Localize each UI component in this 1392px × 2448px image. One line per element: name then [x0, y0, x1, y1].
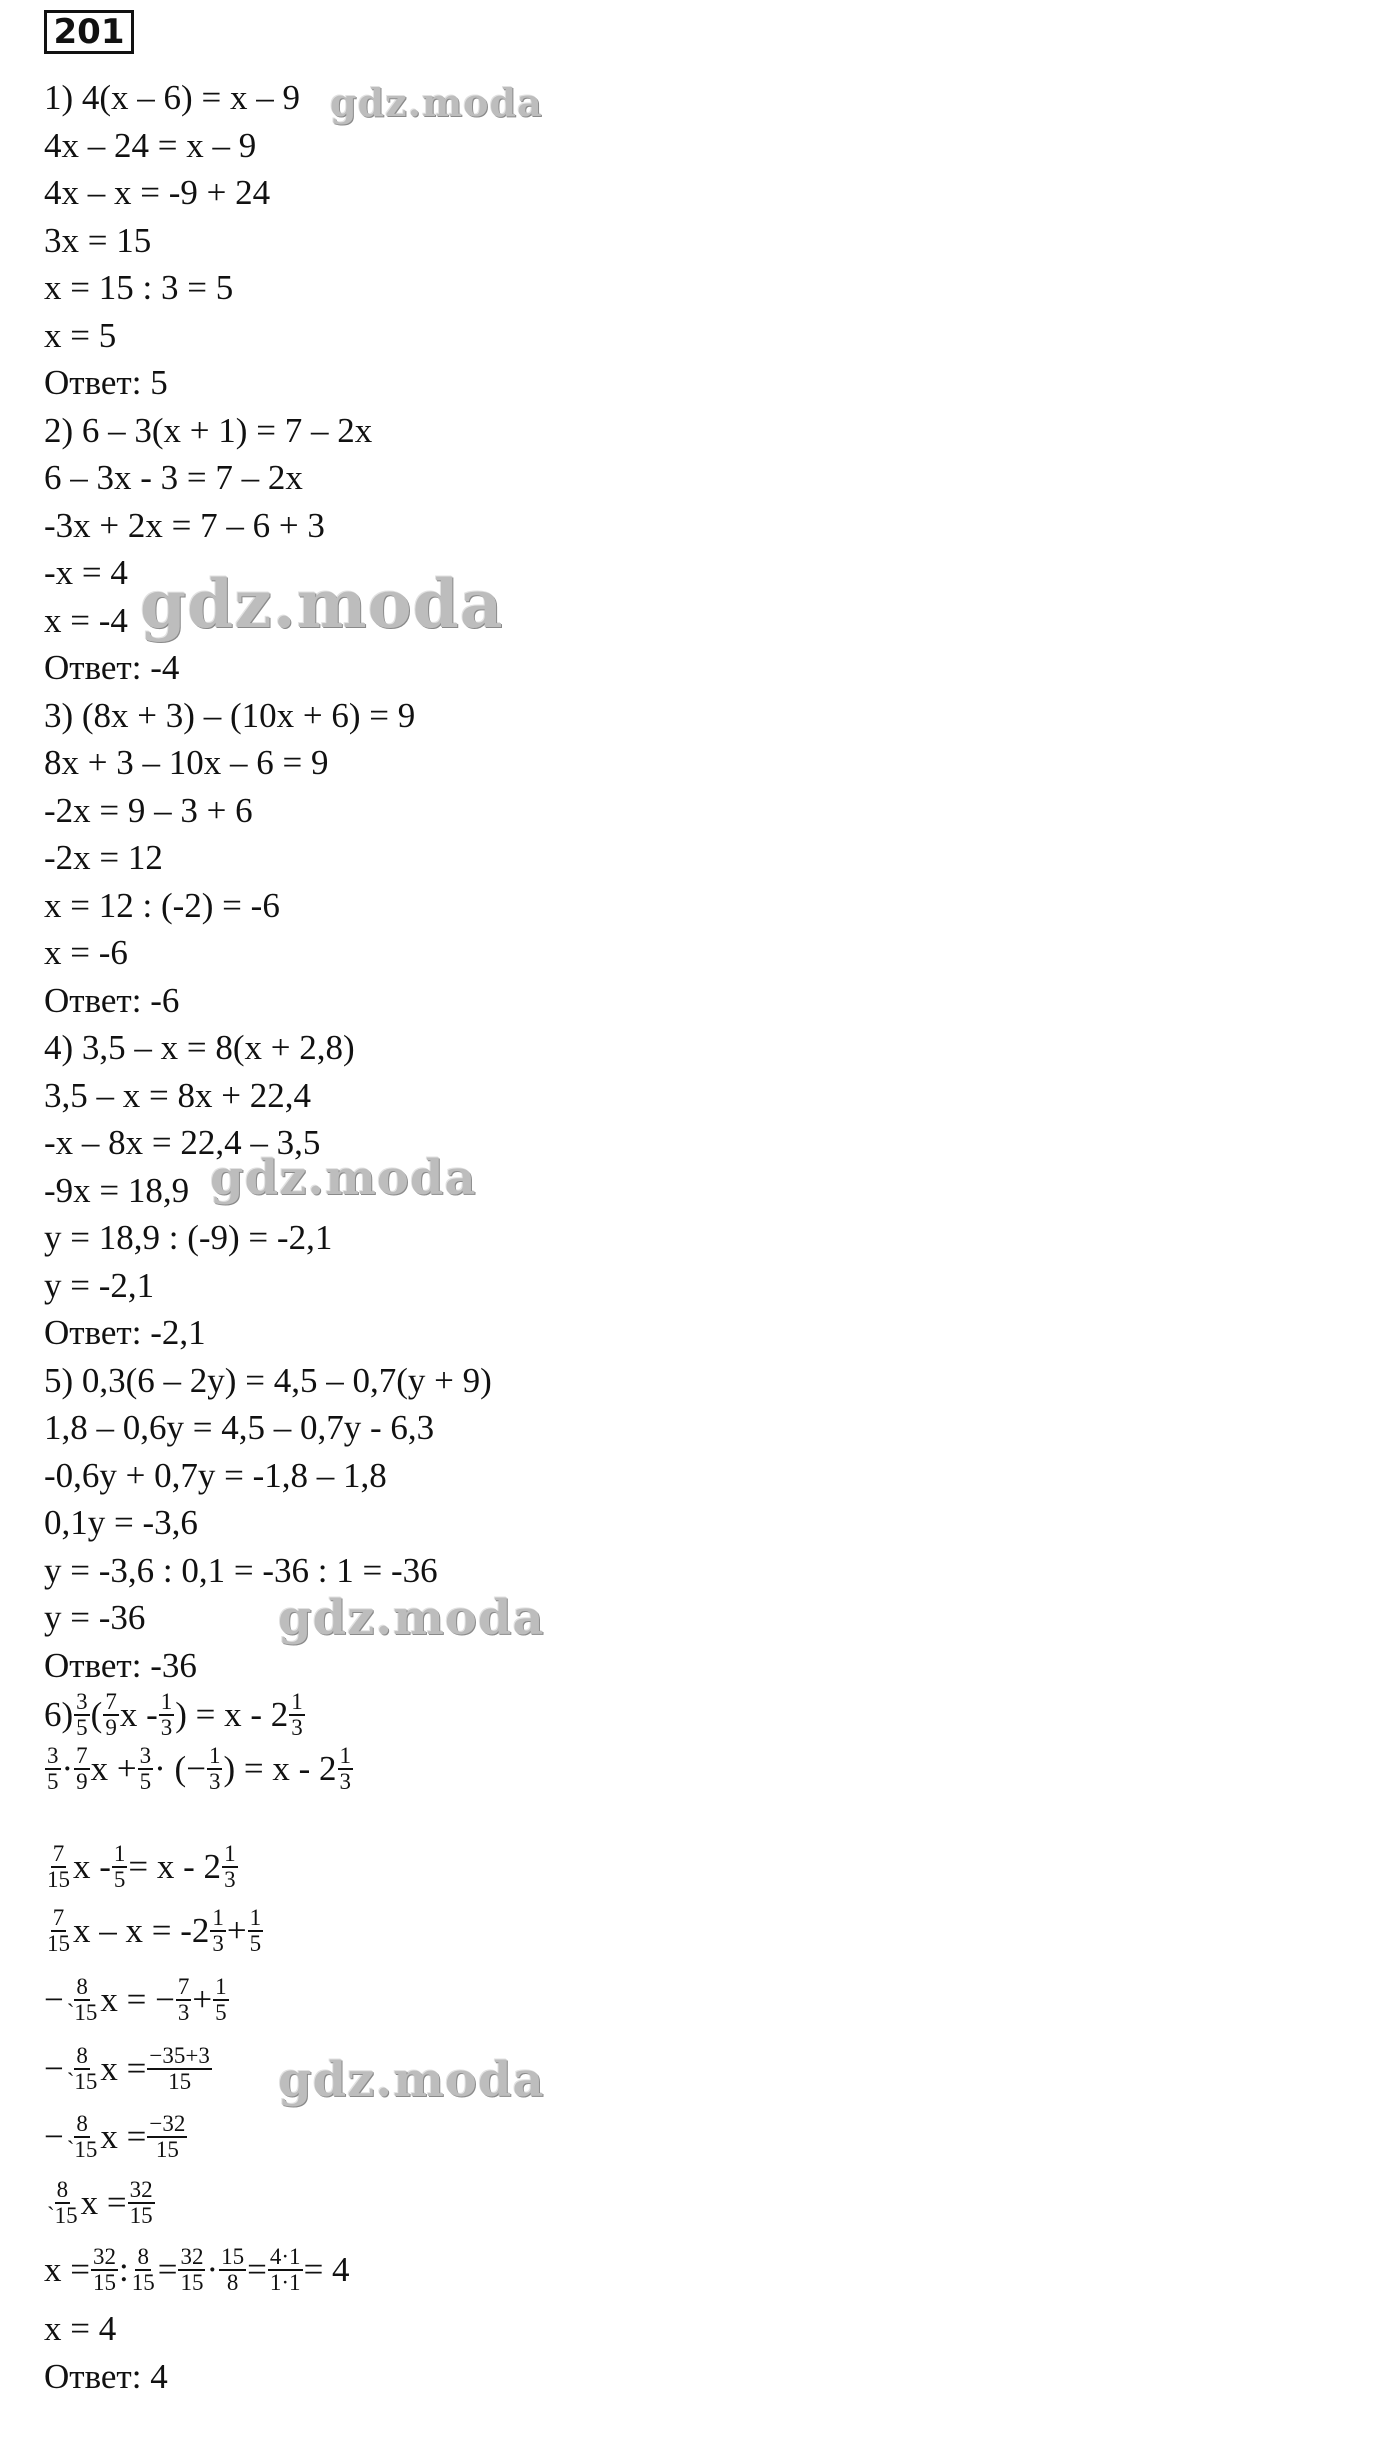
eq6-line-10: x = 4	[44, 2309, 117, 2348]
equation-line: 3x = 15	[44, 220, 152, 260]
equation-line: 4x – x = -9 + 24	[44, 173, 271, 212]
fraction: $\frac{7}{3}$	[177, 1974, 190, 2025]
answer-line: Ответ: 5	[44, 363, 168, 402]
solutions-1-to-5	[44, 74, 1352, 1689]
equation-line: -9x = 18,9	[44, 1170, 190, 1210]
equation-line: y = 18,9 : (-9) = -2,1	[44, 1218, 333, 1257]
eq6-line-8: $\frac{8}{`15}$ x = $\frac{32}{15}$	[47, 2177, 153, 2228]
fraction: $\frac{7}{9}$	[76, 1743, 88, 1794]
equation-line: 5) 0,3(6 – 2y) = 4,5 – 0,7(y + 9)	[44, 1360, 492, 1400]
fraction: $\frac{1}{3}$	[208, 1743, 221, 1794]
eq6-line-5: − $\frac{8}{`15}$ x = − $\frac{7}{3}$ + $\frac{1}{5}$	[44, 1974, 227, 2025]
fraction: $\frac{3}{5}$	[76, 1689, 88, 1740]
equation-line: 8x + 3 – 10x – 6 = 9	[44, 743, 329, 782]
eq6-line-9: x = $\frac{32}{15}$ : $\frac{8}{15}$ = $\frac{32}{15}$ · $\frac{15}{8}$ = $\frac{4\cdot 1}{1\cdot 1}$ = 4	[44, 2244, 350, 2295]
fraction: $\frac{8}{15}$	[131, 2244, 155, 2295]
fraction: $\frac{1}{3}$	[224, 1841, 236, 1892]
fraction: $\frac{8}{`15}$	[66, 1974, 98, 2025]
fraction: $\frac{8}{`15}$	[47, 2177, 78, 2228]
fraction: $\frac{-35+3}{15}$	[149, 2043, 210, 2094]
eq6-line-6: − $\frac{8}{`15}$ x = $\frac{-35+3}{15}$	[44, 2043, 210, 2094]
fraction: $\frac{32}{15}$	[180, 2244, 204, 2295]
equation-line: -0,6y + 0,7y = -1,8 – 1,8	[44, 1455, 387, 1495]
eq6-line-3: $\frac{7}{15}$ x - $\frac{1}{5}$ = x - 2 $\frac{1}{3}$	[47, 1841, 236, 1892]
equation-line: 1,8 – 0,6y = 4,5 – 0,7y - 6,3	[44, 1408, 435, 1447]
equation-line: 4x – 24 = x – 9	[44, 125, 257, 165]
equation-line: -x – 8x = 22,4 – 3,5	[44, 1123, 321, 1162]
fraction: $\frac{8}{`15}$	[66, 2111, 98, 2162]
fraction: $\frac{1}{5}$	[215, 1974, 227, 2025]
equation-line: 0,1y = -3,6	[44, 1503, 198, 1542]
equation-line: y = -3,6 : 0,1 = -36 : 1 = -36	[44, 1550, 438, 1590]
equation-line: x = 12 : (-2) = -6	[44, 885, 280, 925]
fraction: $\frac{1}{5}$	[249, 1905, 262, 1956]
fraction: $\frac{8}{`15}$	[66, 2043, 98, 2094]
eq6-line-4: $\frac{7}{15}$ x – x = -2 $\frac{1}{3}$ + $\frac{1}{5}$	[47, 1905, 262, 1956]
equation-line: 3) (8x + 3) – (10x + 6) = 9	[44, 695, 416, 735]
watermark-logo: gdz.moda	[278, 2052, 545, 2108]
watermark-logo: gdz.moda	[140, 565, 504, 643]
watermark-logo: gdz.moda	[278, 1590, 545, 1646]
fraction: $\frac{7}{15}$	[47, 1841, 70, 1892]
fraction: $\frac{-32}{15}$	[149, 2111, 186, 2162]
equation-line: 3,5 – x = 8x + 22,4	[44, 1075, 311, 1115]
equation-line: 4) 3,5 – x = 8(x + 2,8)	[44, 1028, 355, 1067]
answer-line: Ответ: -4	[44, 648, 180, 687]
watermark-logo: gdz.moda	[210, 1150, 477, 1206]
watermark-logo: gdz.moda	[330, 80, 543, 125]
equation-line: x = -6	[44, 933, 128, 972]
fraction: $\frac{1}{3}$	[160, 1689, 173, 1740]
equation-line: -2x = 9 – 3 + 6	[44, 790, 253, 830]
fraction: $\frac{32}{15}$	[129, 2177, 153, 2228]
equation-line: y = -36	[44, 1598, 146, 1637]
eq6-answer: Ответ: 4	[44, 2356, 168, 2396]
fraction: $\frac{15}{8}$	[221, 2244, 245, 2295]
equation-line: 6 – 3x - 3 = 7 – 2x	[44, 458, 303, 497]
answer-line: Ответ: -2,1	[44, 1313, 206, 1352]
solution-text	[44, 74, 1352, 2400]
equation-line: 1) 4(x – 6) = x – 9	[44, 78, 300, 117]
eq6-line-7: − $\frac{8}{`15}$ x = $\frac{-32}{15}$	[44, 2111, 186, 2162]
fraction: $\frac{1}{3}$	[291, 1689, 303, 1740]
eq6-line-1: 6) $\frac{3}{5}$ ( $\frac{7}{9}$ x - $\frac{1}{3}$ ) = x - 2 $\frac{1}{3}$	[44, 1689, 303, 1740]
equation-line: -2x = 12	[44, 838, 163, 877]
equation-line: -x = 4	[44, 553, 128, 592]
fraction: $\frac{1}{3}$	[212, 1905, 224, 1956]
equation-line: 2) 6 – 3(x + 1) = 7 – 2x	[44, 410, 373, 450]
fraction: $\frac{7}{15}$	[47, 1905, 70, 1956]
answer-line: Ответ: -6	[44, 980, 180, 1020]
fraction: $\frac{3}{5}$	[139, 1743, 152, 1794]
equation-line: -3x + 2x = 7 – 6 + 3	[44, 505, 325, 545]
eq6-line-2: $\frac{3}{5}$ · $\frac{7}{9}$ x + $\frac{3}{5}$ · (− $\frac{1}{3}$ ) = x - 2 $\frac{1}{3}$	[47, 1743, 352, 1794]
fraction: $\frac{1}{5}$	[113, 1841, 126, 1892]
fraction: $\frac{3}{5}$	[47, 1743, 59, 1794]
equation-line: x = 15 : 3 = 5	[44, 268, 234, 307]
equation-line: x = -4	[44, 600, 128, 640]
fraction: $\frac{7}{9}$	[105, 1689, 117, 1740]
equation-line: y = -2,1	[44, 1265, 155, 1305]
task-number: 201	[44, 10, 134, 54]
equation-line: x = 5	[44, 315, 117, 355]
fraction: $\frac{1}{3}$	[339, 1743, 352, 1794]
fraction: $\frac{4\cdot 1}{1\cdot 1}$	[269, 2244, 301, 2295]
fraction: $\frac{32}{15}$	[93, 2244, 116, 2295]
answer-line: Ответ: -36	[44, 1645, 197, 1685]
